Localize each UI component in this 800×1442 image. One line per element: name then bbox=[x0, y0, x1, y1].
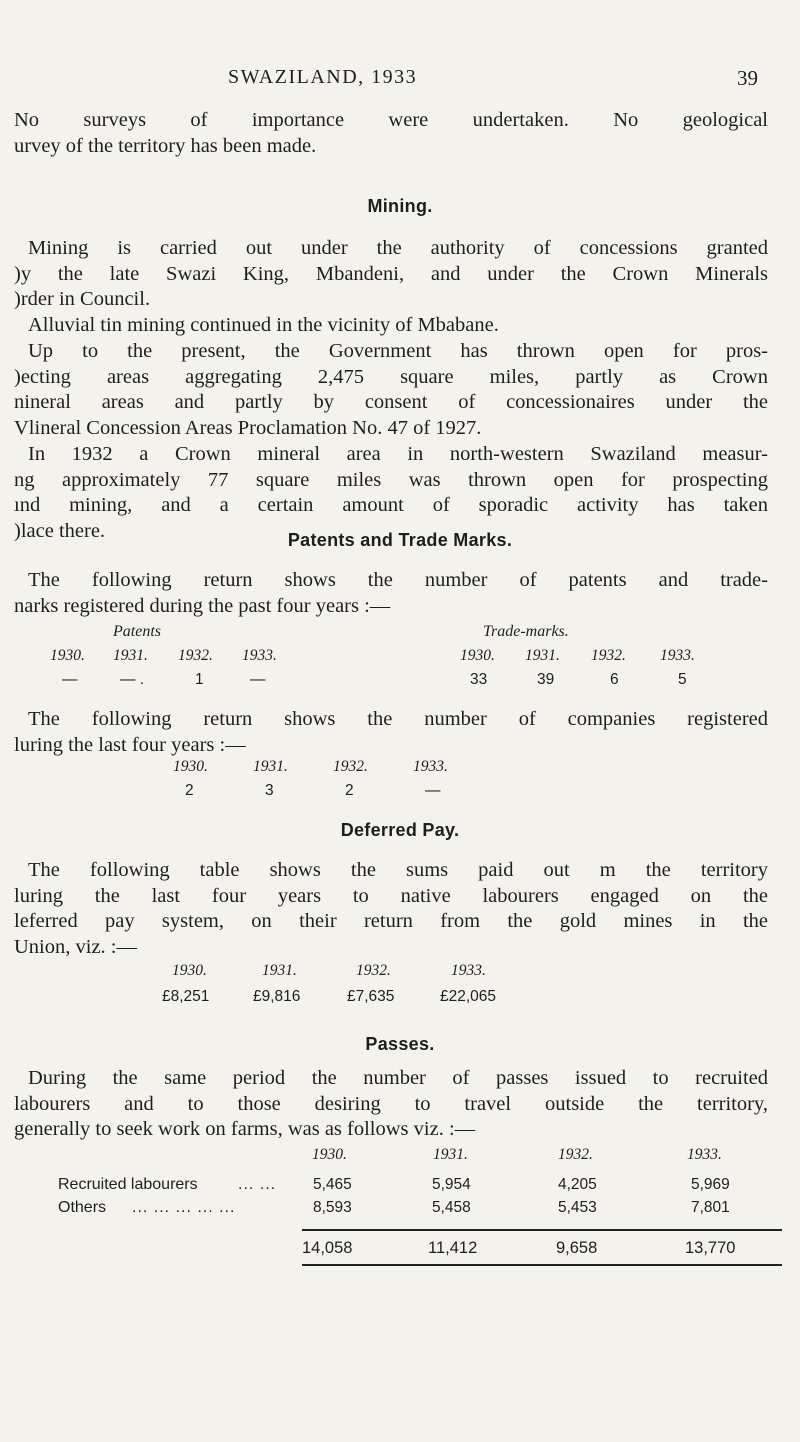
mining-paragraph-2 bbox=[14, 313, 768, 339]
passes-year: 1932. bbox=[558, 1146, 593, 1163]
trademarks-year: 1932. bbox=[591, 647, 626, 664]
companies-year: 1930. bbox=[173, 758, 208, 775]
deferred-value: £8,251 bbox=[162, 988, 210, 1005]
trademarks-year: 1930. bbox=[460, 647, 495, 664]
running-head bbox=[0, 66, 800, 96]
passes-value: 5,465 bbox=[313, 1176, 352, 1193]
text-line: )rder in Council. bbox=[14, 288, 151, 311]
deferred-year: 1932. bbox=[356, 962, 391, 979]
passes-value: 8,593 bbox=[313, 1199, 352, 1216]
companies-value: — bbox=[425, 782, 441, 799]
trademarks-year: 1933. bbox=[660, 647, 695, 664]
companies-value: 2 bbox=[345, 782, 354, 799]
passes-total: 13,770 bbox=[685, 1239, 736, 1257]
trademarks-value: 5 bbox=[678, 671, 687, 688]
passes-value: 5,453 bbox=[558, 1199, 597, 1216]
text-line: The following return shows the number of companies registered bbox=[28, 708, 768, 730]
text-line: The following return shows the number of patents and trade- bbox=[28, 569, 768, 591]
trademarks-year: 1931. bbox=[525, 647, 560, 664]
text-line: Union, viz. :— bbox=[14, 935, 137, 958]
patents-value: — bbox=[250, 671, 266, 688]
patents-value: 1 bbox=[195, 671, 204, 688]
deferred-year: 1930. bbox=[172, 962, 207, 979]
passes-heading: Passes. bbox=[365, 1034, 435, 1054]
trademarks-value: 6 bbox=[610, 671, 619, 688]
text-line: nineral areas and partly by consent of concessionaires under the bbox=[14, 391, 768, 414]
running-title: SWAZILAND, 1933 bbox=[228, 66, 418, 88]
text-line: )lace there. bbox=[14, 519, 106, 542]
text-line: leferred pay system, on their return from the gold mines in the bbox=[14, 910, 768, 933]
passes-year: 1930. bbox=[312, 1146, 347, 1163]
text-line: )ecting areas aggregating 2,475 square miles, partly as Crown bbox=[14, 365, 768, 388]
mining-paragraph-1 bbox=[14, 236, 768, 313]
text-line: Mining is carried out under the authority of concessions granted bbox=[28, 237, 768, 259]
passes-total: 14,058 bbox=[302, 1239, 353, 1257]
passes-value: 5,458 bbox=[432, 1199, 471, 1216]
patents-year: 1930. bbox=[50, 647, 85, 664]
passes-row-label: Recruited labourers bbox=[58, 1176, 198, 1193]
passes-row-label: Others bbox=[58, 1199, 107, 1216]
text-line: Vlineral Concession Areas Proclamation No. 47 of 1927. bbox=[14, 416, 482, 439]
intro-paragraph bbox=[14, 108, 768, 159]
totals-rule bbox=[302, 1229, 782, 1231]
passes-year: 1933. bbox=[687, 1146, 722, 1163]
text-line: No surveys of importance were undertaken. No geological bbox=[14, 109, 768, 131]
passes-value: 5,969 bbox=[691, 1176, 730, 1193]
passes-value: 5,954 bbox=[432, 1176, 471, 1193]
text-line: narks registered during the past four years :— bbox=[14, 594, 391, 617]
patents-value: — . bbox=[120, 671, 145, 688]
text-line: )y the late Swazi King, Mbandeni, and under the Crown Minerals bbox=[14, 262, 768, 285]
patents-heading: Patents and Trade Marks. bbox=[287, 530, 513, 550]
patents-year: 1931. bbox=[113, 647, 148, 664]
trademarks-value: 39 bbox=[537, 671, 555, 688]
deferred-value: £7,635 bbox=[347, 988, 395, 1005]
passes-year: 1931. bbox=[433, 1146, 468, 1163]
text-line: luring the last four years to native labourers engaged on the bbox=[14, 884, 768, 907]
deferred-year: 1933. bbox=[451, 962, 486, 979]
passes-total: 9,658 bbox=[556, 1239, 598, 1257]
companies-year: 1931. bbox=[253, 758, 288, 775]
leader-dots: ... ... ... ... ... bbox=[132, 1199, 236, 1216]
text-line: Alluvial tin mining continued in the vicinity of Mbabane. bbox=[28, 314, 499, 336]
trademarks-label: Trade-marks. bbox=[483, 623, 569, 640]
mining-paragraph-3 bbox=[14, 339, 768, 441]
text-line: During the same period the number of passes issued to recruited bbox=[28, 1067, 768, 1089]
patents-paragraph bbox=[14, 568, 768, 619]
text-line: ng approximately 77 square miles was thrown open for prospecting bbox=[14, 468, 768, 491]
mining-heading: Mining. bbox=[367, 196, 433, 216]
companies-year: 1932. bbox=[333, 758, 368, 775]
trademarks-value: 33 bbox=[470, 671, 488, 688]
deferred-year: 1931. bbox=[262, 962, 297, 979]
patents-label: Patents bbox=[113, 623, 161, 640]
text-line: ınd mining, and a certain amount of sporadic activity has taken bbox=[14, 494, 768, 517]
patents-year: 1933. bbox=[242, 647, 277, 664]
patents-year: 1932. bbox=[178, 647, 213, 664]
companies-value: 2 bbox=[185, 782, 194, 799]
text-line: Up to the present, the Government has thrown open for pros- bbox=[28, 340, 768, 362]
passes-value: 4,205 bbox=[558, 1176, 597, 1193]
passes-paragraph bbox=[14, 1066, 768, 1143]
bottom-rule bbox=[302, 1264, 782, 1266]
text-line: The following table shows the sums paid out m the territory bbox=[28, 859, 768, 881]
page-number: 39 bbox=[737, 66, 758, 90]
leader-dots: ... ... bbox=[238, 1176, 277, 1193]
text-line: urvey of the territory has been made. bbox=[14, 134, 317, 157]
deferred-pay-paragraph bbox=[14, 858, 768, 960]
deferred-pay-heading: Deferred Pay. bbox=[340, 820, 460, 840]
companies-paragraph bbox=[14, 707, 768, 758]
deferred-value: £22,065 bbox=[440, 988, 497, 1005]
deferred-value: £9,816 bbox=[253, 988, 301, 1005]
passes-value: 7,801 bbox=[691, 1199, 730, 1216]
companies-year: 1933. bbox=[413, 758, 448, 775]
passes-total: 11,412 bbox=[428, 1239, 478, 1257]
text-line: In 1932 a Crown mineral area in north-western Swaziland measur- bbox=[28, 443, 768, 465]
text-line: luring the last four years :— bbox=[14, 733, 246, 756]
companies-value: 3 bbox=[265, 782, 274, 799]
patents-value: — bbox=[62, 671, 78, 688]
text-line: generally to seek work on farms, was as follows viz. :— bbox=[14, 1118, 476, 1141]
text-line: labourers and to those desiring to travel outside the territory, bbox=[14, 1092, 768, 1115]
